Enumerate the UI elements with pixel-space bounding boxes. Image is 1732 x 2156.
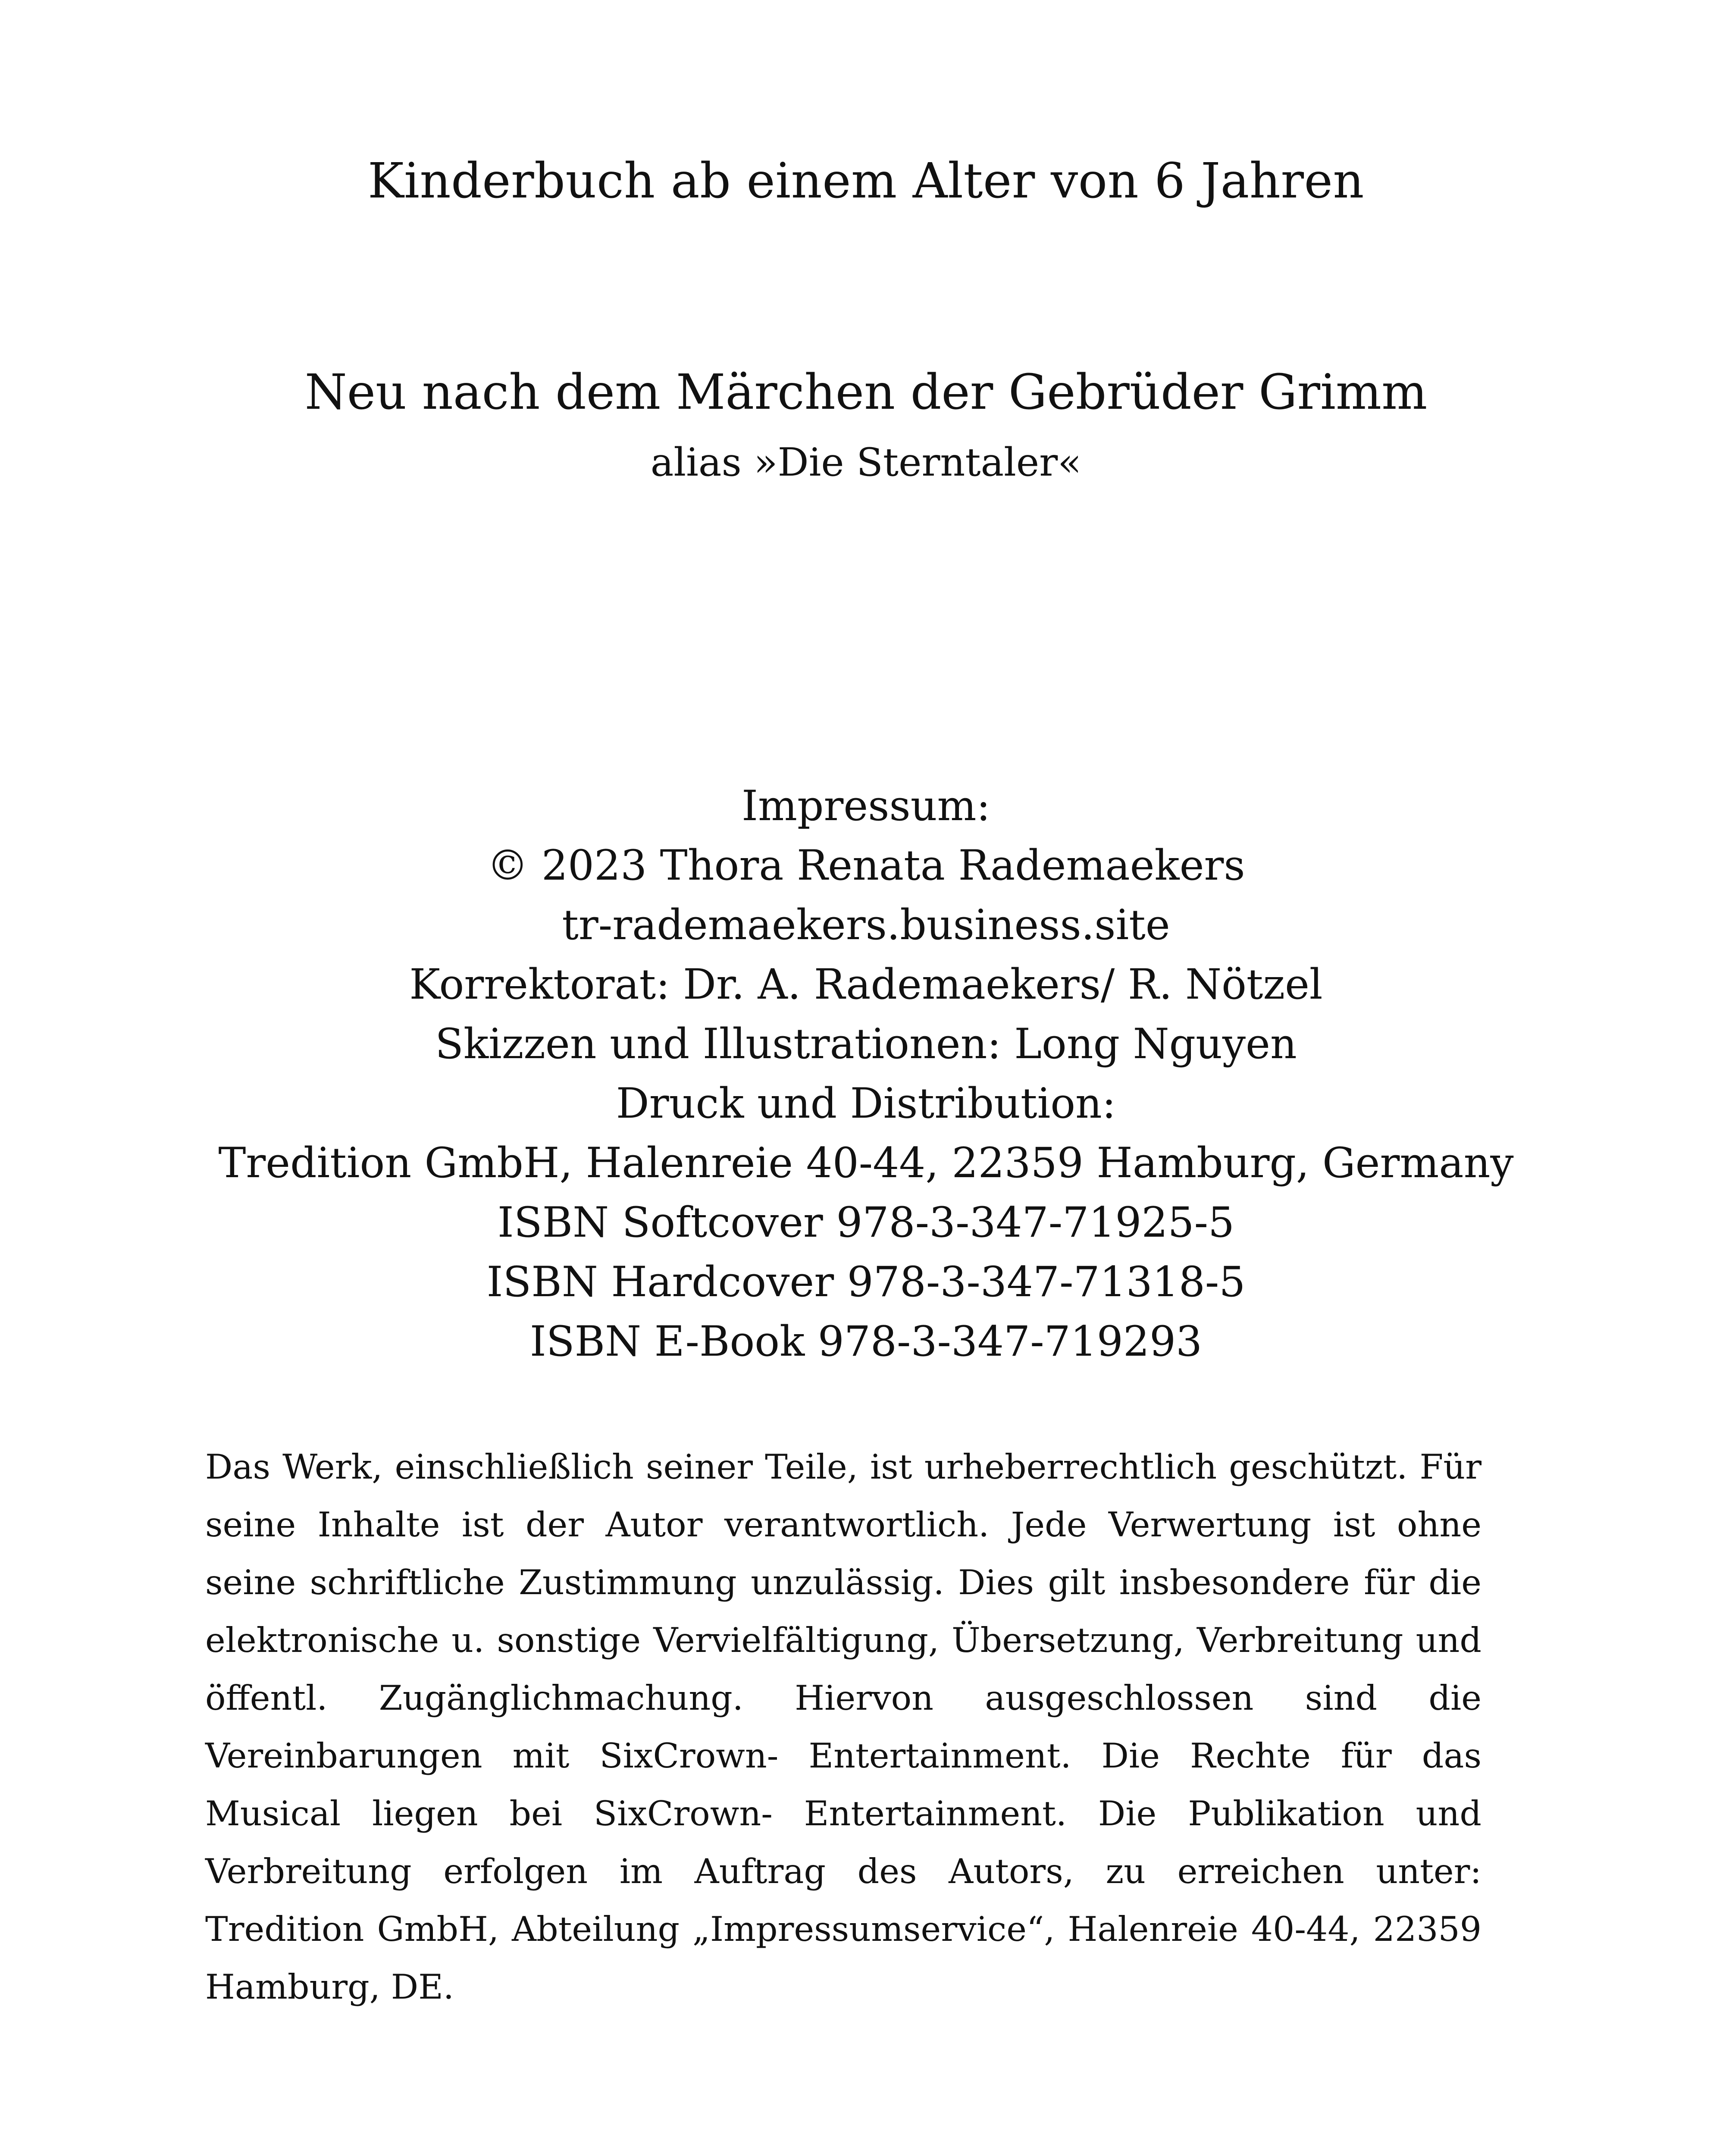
- impressum-proofreading: Korrektorat: Dr. A. Rademaekers/ R. Nötzel: [409, 960, 1323, 1009]
- impressum-copyright: © 2023 Thora Renata Rademaekers: [487, 841, 1245, 890]
- book-alias: alias »Die Sterntaler«: [650, 440, 1082, 485]
- book-subtitle: Neu nach dem Märchen der Gebrüder Grimm: [304, 364, 1428, 420]
- impressum-illustrations: Skizzen und Illustrationen: Long Nguyen: [435, 1020, 1297, 1068]
- isbn-hardcover: ISBN Hardcover 978-3-347-71318-5: [486, 1258, 1246, 1306]
- impressum-distribution-heading: Druck und Distribution:: [616, 1079, 1116, 1128]
- impressum-block: [0, 776, 1732, 1371]
- isbn-ebook: ISBN E-Book 978-3-347-719293: [529, 1317, 1203, 1366]
- legal-notice-paragraph: Das Werk, einschließlich seiner Teile, ist urheberrechtlich geschützt. Für seine Inhalte ist der Autor verantwortlich. Jede Verwertung ist ohne seine schriftliche Zustimmung unzulässig. Dies gilt insbesondere für die elektronische u. sonstige Vervielfältigung, Übersetzung, Verbreitung und öffentl. Zugänglichmachung. Hiervon ausgeschlossen sind die Vereinbarungen mit SixCrown- Entertainment. Die Rechte für das Musical liegen bei SixCrown- Entertainment. Die Publikation und Verbreitung erfolgen im Auftrag des Autors, zu erreichen unter: Tredition GmbH, Abteilung „Impressumservice“, Halenreie 40-44, 22359 Hamburg, DE.: [205, 1447, 1481, 2007]
- isbn-softcover: ISBN Softcover 978-3-347-71925-5: [497, 1198, 1235, 1247]
- age-recommendation: Kinderbuch ab einem Alter von 6 Jahren: [367, 153, 1364, 209]
- impressum-publisher-address: Tredition GmbH, Halenreie 40-44, 22359 Hamburg, Germany: [218, 1139, 1514, 1187]
- impressum-website: tr-rademaekers.business.site: [562, 901, 1170, 949]
- impressum-heading: Impressum:: [742, 782, 990, 830]
